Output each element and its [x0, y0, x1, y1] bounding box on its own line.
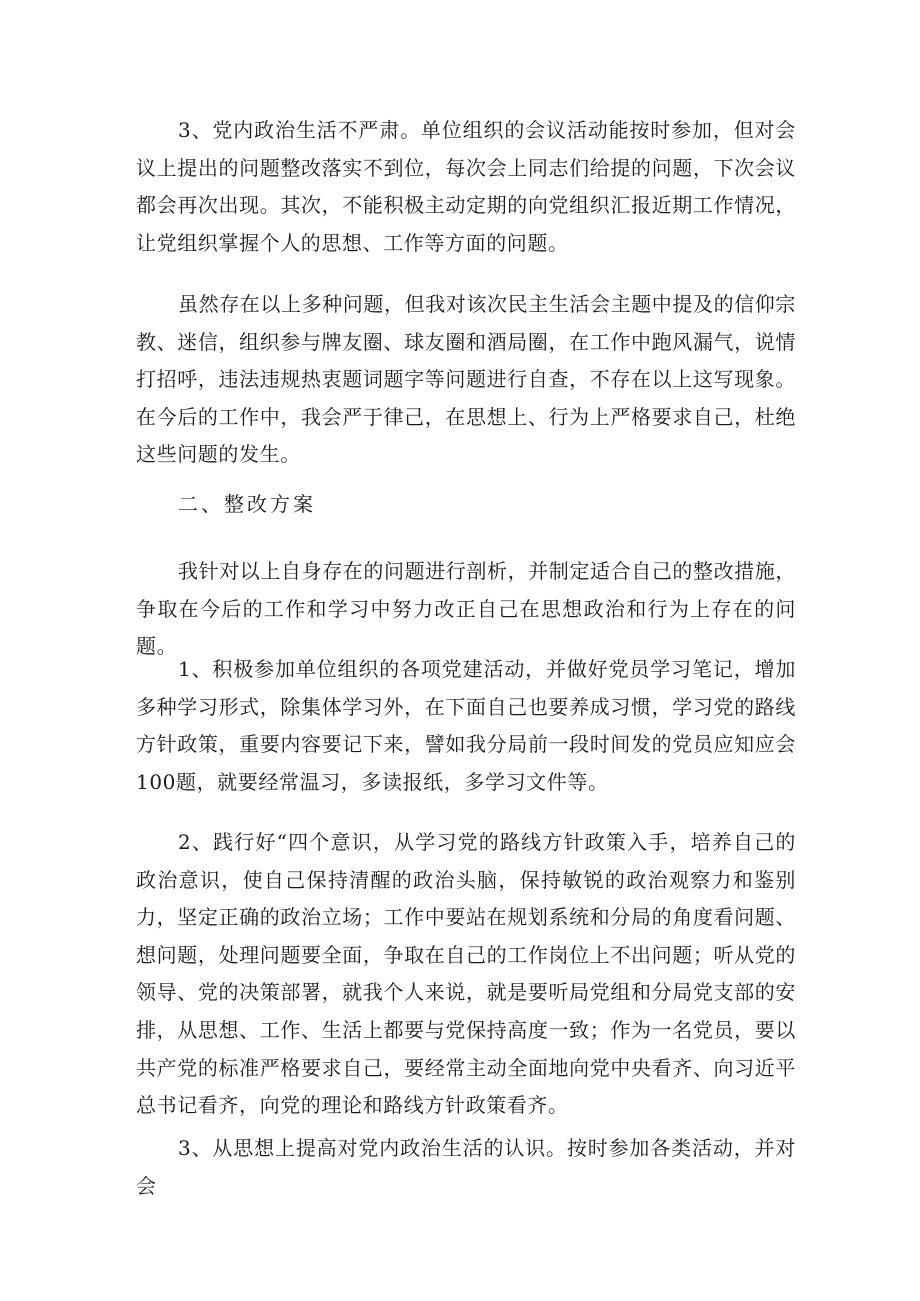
paragraph-rectification-intro: 我针对以上自身存在的问题进行剖析，并制定适合自己的整改措施，争取在今后的工作和学习中努力改正自己在思想政治和行为上存在的问题。 — [136, 559, 796, 659]
paragraph-self-inspection: 虽然存在以上多种问题，但我对该次民主生活会主题中提及的信仰宗教、迷信，组织参与牌友圈、球友圈和酒局圈，在工作中跑风漏气，说情打招呼，违法违规热衷题词题字等问题进行自查，不存在以上这写现象。在今后的工作中，我会严于律己，在思想上、行为上严格要求自己，杜绝这些问题的发生。 — [136, 292, 796, 467]
paragraph-measure-2: 2、践行好“四个意识，从学习党的路线方针政策入手，培养自己的政治意识，使自己保持清醒的政治头脑，保持敏锐的政治观察力和鉴别力，坚定正确的政治立场；工作中要站在规划系统和分局的角度看问题、想问题，处理问题要全面，争取在自己的工作岗位上不出问题；听从党的领导、党的决策部署，就我个人来说，就是要听局党组和分局党支部的安排，从思想、工作、生活上都要与党保持高度一致；作为一名党员，要以共产党的标准严格要求自己，要经常主动全面地向党中央看齐、向习近平总书记看齐，向党的理论和路线方针政策看齐。 — [136, 830, 796, 1118]
paragraph-party-life-issue: 3、党内政治生活不严肃。单位组织的会议活动能按时参加，但对会议上提出的问题整改落实不到位，每次会上同志们给提的问题，下次会议都会再次出现。其次，不能积极主动定期的向党组织汇报近期工作情况，让党组织掌握个人的思想、工作等方面的问题。 — [136, 118, 796, 255]
paragraph-measure-3: 3、从思想上提高对党内政治生活的认识。按时参加各类活动，并对会 — [136, 1136, 796, 1198]
paragraph-measure-1: 1、积极参加单位组织的各项党建活动，并做好党员学习笔记，增加多种学习形式，除集体学习外，在下面自己也要养成习惯，学习党的路线方针政策，重要内容要记下来，譬如我分局前一段时间发的党员应知应会100题，就要经常温习，多读报纸，多学习文件等。 — [136, 657, 796, 794]
section-heading-rectification-plan: 二、整改方案 — [178, 492, 316, 516]
